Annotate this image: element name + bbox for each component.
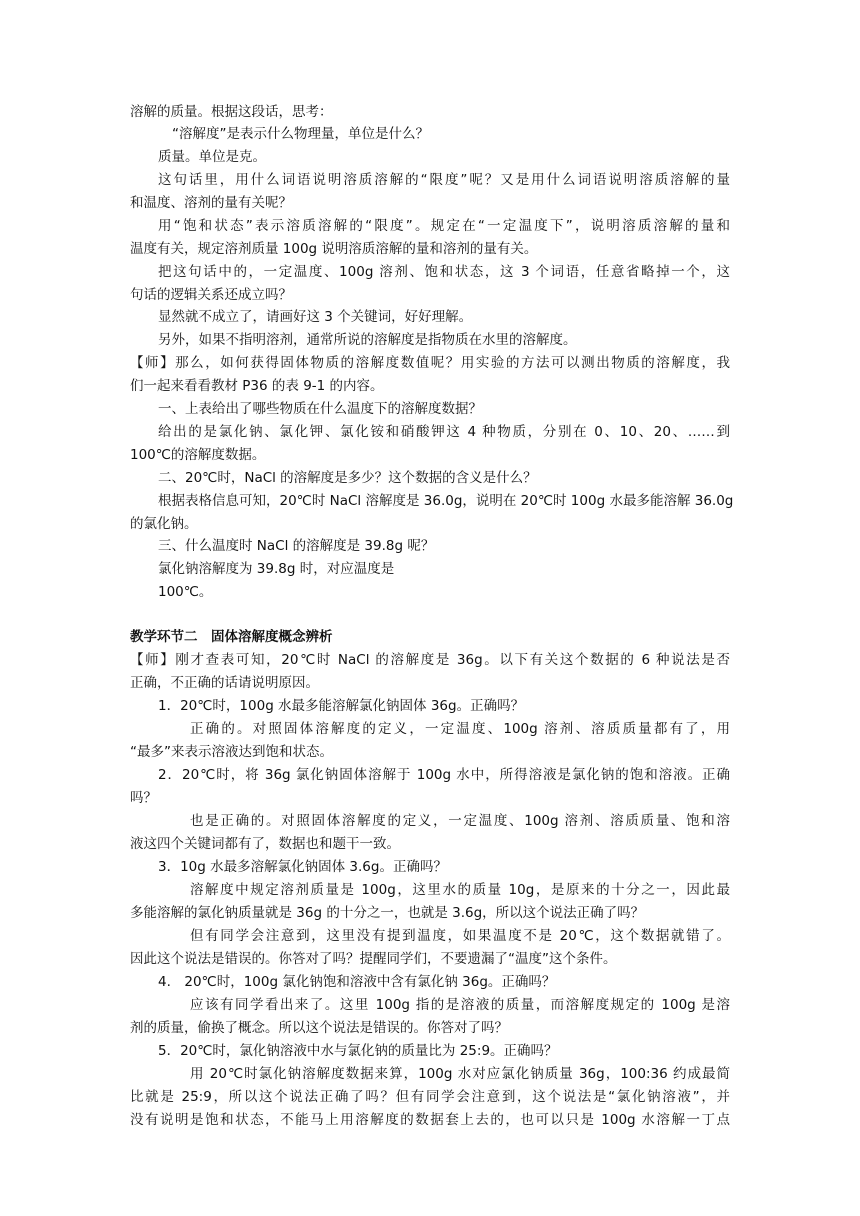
text-line: 句话的逻辑关系还成立吗？ [130,287,292,303]
text-line: 比就是 25:9，所以这个说法正确了吗？但有同学会注意到，这个说法是“氯化钠溶液”，并 [130,1089,730,1105]
text-line: 【师】刚才查表可知，20℃时 NaCl 的溶解度是 36g。以下有关这个数据的 6 种说法是否 [130,652,730,668]
text-line: “溶解度”是表示什么物理量，单位是什么？ [172,126,429,142]
text-line: 但有同学会注意到，这里没有提到温度，如果温度不是 20℃，这个数据就错了。 [190,928,730,944]
text-line: 因此这个说法是错误的。你答对了吗？提醒同学们，不要遗漏了“温度”这个条件。 [130,951,617,967]
text-line: 另外，如果不指明溶剂，通常所说的溶解度是指物质在水里的溶解度。 [158,332,577,348]
text-line: 多能溶解的氯化钠质量就是 36g 的十分之一，也就是 3.6g，所以这个说法正确了吗？ [130,905,645,921]
text-line: 二、20℃时，NaCl 的溶解度是多少？这个数据的含义是什么？ [158,470,537,486]
text-line: 质量。单位是克。 [158,149,266,165]
text-line: 也是正确的。对照固体溶解度的定义，一定温度、100g 溶剂、溶质质量、饱和溶 [190,813,730,829]
text-line: 4. 20℃时，100g 氯化钠饱和溶液中含有氯化钠 36g。正确吗？ [158,974,556,990]
text-line: 溶解的质量。根据这段话，思考： [130,104,333,120]
text-line: 没有说明是饱和状态，不能马上用溶解度的数据套上去的，也可以只是 100g 水溶解一丁点 [130,1112,730,1128]
text-line: 一、上表给出了哪些物质在什么温度下的溶解度数据？ [158,401,482,417]
text-line: 给出的是氯化钠、氯化钾、氯化铵和硝酸钾这 4 种物质，分别在 0、10、20、……到 [158,424,730,440]
text-line: 2．20℃时，将 36g 氯化钠固体溶解于 100g 水中，所得溶液是氯化钠的饱和溶液。正确 [158,767,730,783]
text-line: 根据表格信息可知，20℃时 NaCl 溶解度是 36.0g，说明在 20℃时 100g 水最多能溶解 36.0g [158,493,734,509]
text-line: 的氯化钠。 [130,516,198,532]
text-line: 正确的。对照固体溶解度的定义，一定温度、100g 溶剂、溶质质量都有了，用 [190,721,730,737]
text-line: 三、什么温度时 NaCl 的溶解度是 39.8g 呢？ [158,538,435,554]
text-line: 和温度、溶剂的量有关呢？ [130,195,292,211]
text-line: 正确，不正确的话请说明原因。 [130,675,319,691]
text-line: 这句话里，用什么词语说明溶质溶解的“限度”呢？又是用什么词语说明溶质溶解的量 [158,172,730,188]
text-line: 100℃。 [158,584,213,600]
text-line: 显然就不成立了，请画好这 3 个关键词，好好理解。 [158,309,473,325]
text-line: 溶解度中规定溶剂质量是 100g，这里水的质量 10g，是原来的十分之一，因此最 [190,882,730,898]
text-line: 剂的质量，偷换了概念。所以这个说法是错误的。你答对了吗？ [130,1020,508,1036]
text-line: 【师】那么，如何获得固体物质的溶解度数值呢？用实验的方法可以测出物质的溶解度，我 [130,355,730,371]
text-line: “最多”来表示溶液达到饱和状态。 [130,744,333,760]
text-line: 吗？ [130,790,157,806]
text-line: 液这四个关键词都有了，数据也和题干一致。 [130,836,400,852]
text-line: 用 20℃时氯化钠溶解度数据来算，100g 水对应氯化钠质量 36g，100:36 约成最简 [190,1066,730,1082]
text-line: 100℃的溶解度数据。 [130,447,266,463]
text-line: 们一起来看看教材 P36 的表 9-1 的内容。 [130,378,384,394]
text-line: 氯化钠溶解度为 39.8g 时，对应温度是 [158,561,395,577]
text-line: 温度有关，规定溶剂质量 100g 说明溶质溶解的量和溶剂的量有关。 [130,241,538,257]
text-line: 应该有同学看出来了。这里 100g 指的是溶液的质量，而溶解度规定的 100g 是溶 [190,997,730,1013]
text-line: 5．20℃时，氯化钠溶液中水与氯化钠的质量比为 25:9。正确吗？ [158,1043,558,1059]
section-heading: 教学环节二 固体溶解度概念辨析 [130,629,333,645]
text-line: 3．10g 水最多溶解氯化钠固体 3.6g。正确吗？ [158,859,447,875]
text-line: 把这句话中的，一定温度、100g 溶剂、饱和状态，这 3 个词语，任意省略掉一个，这 [158,264,730,280]
text-line: 1．20℃时，100g 水最多能溶解氯化钠固体 36g。正确吗？ [158,698,525,714]
text-line: 用“饱和状态”表示溶质溶解的“限度”。规定在“一定温度下”，说明溶质溶解的量和 [158,218,730,234]
